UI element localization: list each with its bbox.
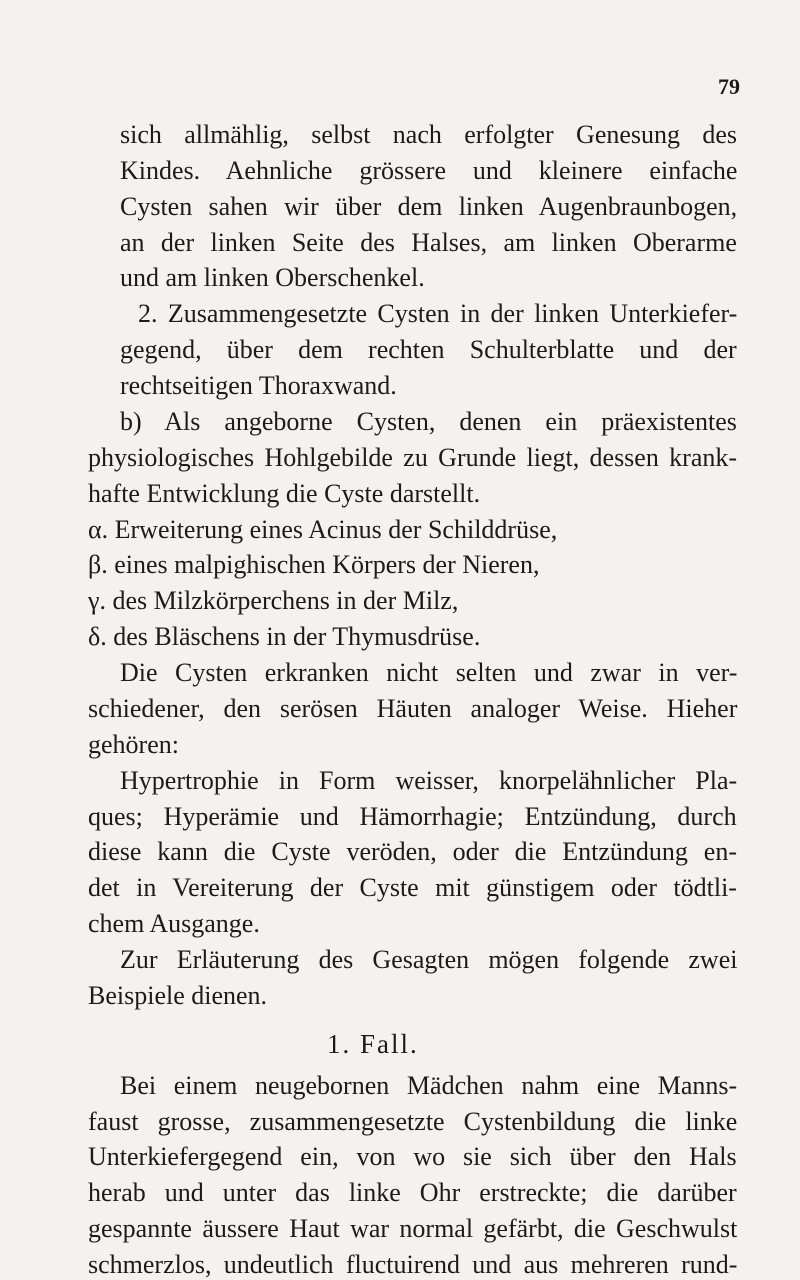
page-number: 79 xyxy=(718,74,740,99)
text-line: det in Vereiterung der Cyste mit günstigem oder tödtli- xyxy=(88,873,737,903)
text-line: sich allmählig, selbst nach erfolgter Genesung des xyxy=(120,120,738,149)
text-line: Cysten sahen wir über dem linken Augenbraunbogen, xyxy=(120,191,738,221)
text-line: ques; Hyperämie und Hämorrhagie; Entzündung, durch xyxy=(88,801,737,831)
text-line: gespannte äussere Haut war normal gefärbt, die Geschwulst xyxy=(88,1214,738,1244)
text-line: Bei einem neugebornen Mädchen nahm eine Manns- xyxy=(120,1070,738,1100)
text-line: diese kann die Cyste veröden, oder die Entzündung en- xyxy=(88,837,737,867)
text-line: Zur Erläuterung des Gesagten mögen folgende zwei xyxy=(120,945,738,975)
text-line: Kindes. Aehnliche grössere und kleinere einfache xyxy=(120,155,738,185)
section-heading: 1. Fall. xyxy=(327,1029,419,1060)
text-line: faust grosse, zusammengesetzte Cystenbildung die linke xyxy=(88,1106,738,1136)
text-line: physiologisches Hohlgebilde zu Grunde liegt, dessen krank- xyxy=(88,442,738,472)
text-line: chem Ausgange. xyxy=(88,909,260,939)
text-line: 2. Zusammengesetzte Cysten in der linken Unterkiefer- xyxy=(138,299,738,329)
text-line: hafte Entwicklung die Cyste darstellt. xyxy=(88,478,481,508)
text-line: α. Erweiterung eines Acinus der Schilddrüse, xyxy=(88,514,558,544)
text-line: Die Cysten erkranken nicht selten und zwar in ver- xyxy=(120,658,738,688)
text-line: Unterkiefergegend ein, von wo sie sich über den Hals xyxy=(88,1142,737,1172)
text-line: β. eines malpighischen Körpers der Nieren, xyxy=(88,550,540,580)
text-line: γ. des Milzkörperchens in der Milz, xyxy=(88,586,459,616)
text-line: schmerzlos, undeutlich fluctuirend und aus mehreren rund- xyxy=(88,1250,738,1279)
text-line: rechtseitigen Thoraxwand. xyxy=(120,371,397,401)
text-line: und am linken Oberschenkel. xyxy=(120,263,425,293)
text-line: gehören: xyxy=(88,729,179,759)
text-line: schiedener, den serösen Häuten analoger Weise. Hieher xyxy=(88,693,738,723)
text-line: Hypertrophie in Form weisser, knorpelähnlicher Pla- xyxy=(120,765,738,795)
text-line: b) Als angeborne Cysten, denen ein präexistentes xyxy=(120,406,737,436)
text-line: an der linken Seite des Halses, am linken Oberarme xyxy=(120,227,737,257)
text-line: herab und unter das linke Ohr erstreckte; die darüber xyxy=(88,1178,737,1208)
text-line: gegend, über dem rechten Schulterblatte und der xyxy=(120,335,737,365)
text-line: Beispiele dienen. xyxy=(88,980,268,1010)
text-line: δ. des Bläschens in der Thymusdrüse. xyxy=(88,622,481,652)
